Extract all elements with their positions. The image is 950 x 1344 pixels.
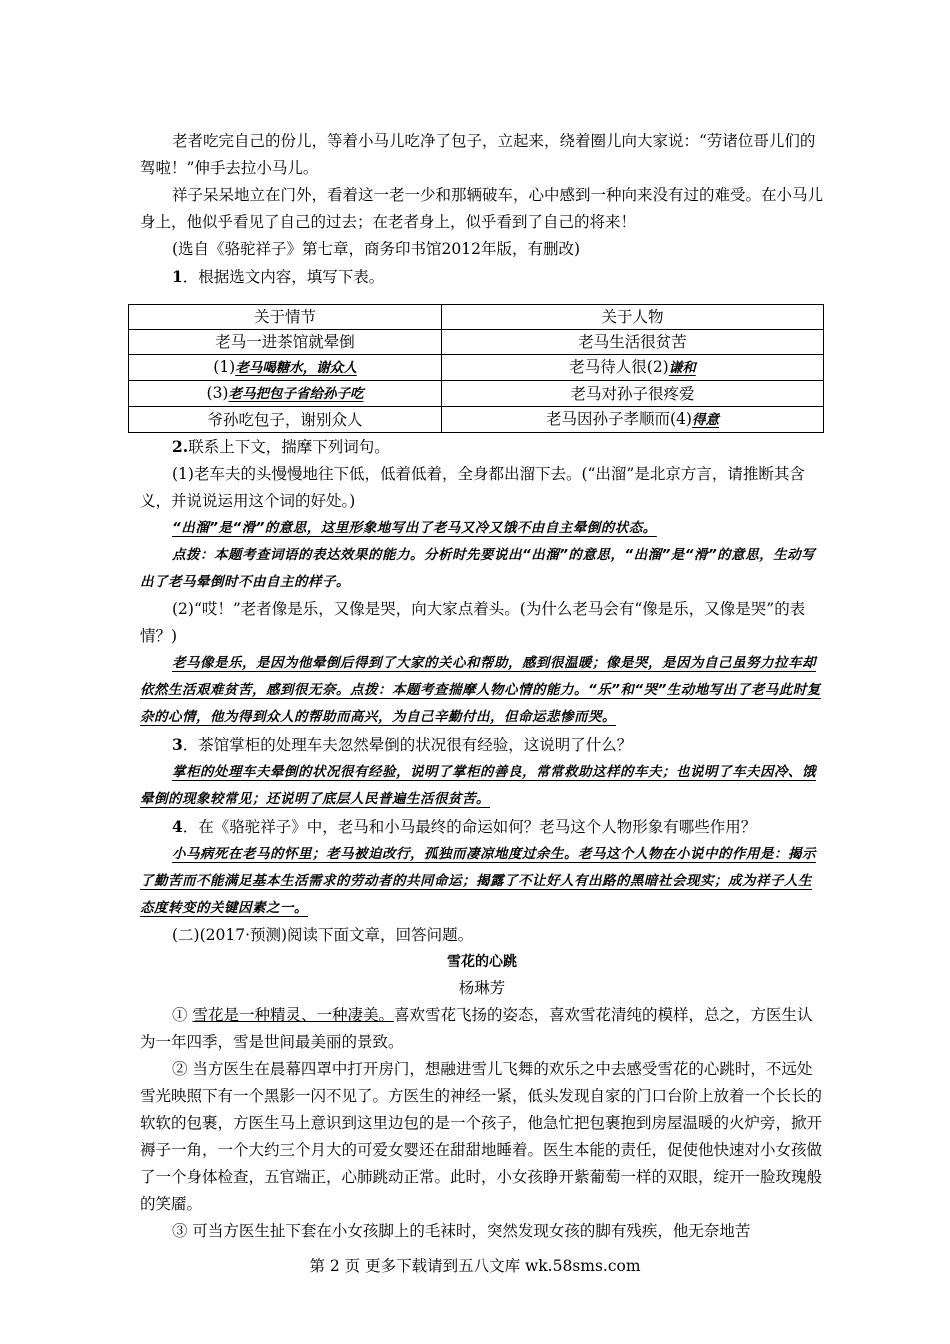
question-2-number: 2. (172, 437, 189, 456)
answer-text: 老马像是乐，是因为他晕倒后得到了大家的关心和帮助，感到很温暖；像是哭，是因为自己虽努力拉车却依然生活艰难贫苦，感到很无奈。点拨：本题考查揣摩人物心情的能力。“乐”和“哭”生动地写出了老马此时复杂的心情，他为得到众人的帮助而高兴，为自己辛勤付出，但命运悲惨而哭。 (140, 655, 821, 725)
question-1-number: 1 (172, 267, 183, 286)
page-footer: 第 2 页 更多下载请到五八文库 wk.58sms.com (309, 1257, 641, 1275)
paragraph-text: 喜欢雪花飞扬的姿态，喜欢雪花清纯的模样，总之，方医生认为一年四季，雪是世间最美丽的景致。 (140, 1006, 813, 1051)
table-cell (129, 381, 442, 407)
table-row (129, 381, 824, 407)
blank-label: (3) (206, 384, 229, 402)
handwritten-answer: 老马喝糖水，谢众人 (235, 360, 357, 376)
article-paragraph-3: ③ 可当方医生扯下套在小女孩脚上的毛袜时，突然发现女孩的脚有残疾，他无奈地苦 (172, 1222, 751, 1240)
answer-2-2 (140, 650, 824, 731)
table-cell: 老马对孙子很疼爱 (442, 381, 824, 407)
table-header-character: 关于人物 (442, 305, 824, 330)
answer-table (128, 304, 824, 433)
article-title: 雪花的心跳 (447, 954, 517, 970)
question-2-sub-1: (1)老车夫的头慢慢地往下低，低着低着，全身都出溜下去。(“出溜”是北京方言，请推断其含义，并说说运用这个词的好处。) (140, 465, 805, 510)
table-row (129, 330, 824, 355)
question-3 (140, 731, 824, 759)
answer-text: 小马病死在老马的怀里；老马被迫改行，孤独而凄凉地度过余生。老马这个人物在小说中的作用是：揭示了勤苦而不能满足基本生活需求的劳动者的共同命运；揭露了不让好人有出路的黑暗社会现实；成为祥子人生态度转变的关键因素之一。 (140, 846, 816, 916)
question-2-sub-2: (2)“哎！”老者像是乐，又像是哭，向大家点着头。(为什么老马会有“像是乐，又像是哭”的表情？) (140, 600, 806, 645)
blank-label: 老马因孙子孝顺而(4) (546, 410, 692, 428)
table-row (129, 407, 824, 433)
question-3-number: 3 (172, 735, 183, 754)
answer-2-1 (140, 515, 824, 542)
handwritten-answer: 得意 (691, 412, 719, 428)
content-column (140, 128, 824, 1245)
source-citation: (选自《骆驼祥子》第七章，商务印书馆2012年版，有删改) (172, 240, 581, 258)
article-paragraph-1 (140, 1002, 824, 1056)
table-row (129, 355, 824, 381)
tip-2-1: 点拨：本题考查词语的表达效果的能力。分析时先要说出“出溜”的意思，“出溜”是“滑”的意思，生动写出了老马晕倒时不由自主的样子。 (140, 547, 816, 590)
blank-label: (1) (213, 358, 236, 376)
section-2-heading: (二)(2017·预测)阅读下面文章，回答问题。 (172, 926, 474, 944)
table-cell (442, 407, 824, 433)
answer-text: 掌柜的处理车夫晕倒的状况很有经验，说明了掌柜的善良，常常救助这样的车夫；也说明了车夫因冷、饿晕倒的现象较常见；还说明了底层人民普遍生活很贫苦。 (140, 764, 816, 807)
table-cell: 爷孙吃包子，谢别众人 (129, 407, 442, 433)
answer-3 (140, 759, 824, 813)
article-author: 杨琳芳 (458, 979, 506, 997)
story-paragraph-2: 祥子呆呆地立在门外，看着这一老一少和那辆破车，心中感到一种向来没有过的难受。在小马儿身上，他似乎看见了自己的过去；在老者身上，似乎看到了自己的将来！ (140, 186, 824, 231)
handwritten-answer: 老马把包子省给孙子吃 (228, 386, 364, 402)
question-1-text: ．根据选文内容，填写下表。 (182, 268, 385, 286)
question-4-text: ．在《骆驼祥子》中，老马和小马最终的命运如何？老马这个人物形象有哪些作用？ (182, 818, 757, 836)
question-2 (140, 433, 824, 461)
table-header-row (129, 305, 824, 330)
question-3-text: ．茶馆掌柜的处理车夫忽然晕倒的状况很有经验，这说明了什么？ (182, 736, 633, 754)
question-2-text: 联系上下文，揣摩下列词句。 (188, 438, 390, 456)
table-cell (442, 355, 824, 381)
question-4-number: 4 (172, 817, 183, 836)
paragraph-number: ① (172, 1006, 188, 1024)
answer-4 (140, 841, 824, 922)
article-paragraph-2: ② 当方医生在晨幕四罩中打开房门，想融进雪儿飞舞的欢乐之中去感受雪花的心跳时，不远处雪光映照下有一个黑影一闪不见了。方医生的神经一紧，低头发现自家的门口台阶上放着一个长长的软软的包裹，方医生马上意识到这里边包的是一个孩子，他急忙把包裹抱到房屋温暖的火炉旁，掀开褥子一角，一个大约三个月大的可爱女婴还在甜甜地睡着。医生本能的责任，促使他快速对小女孩做了一个身体检查，五官端正，心肺跳动正常。此时，小女孩睁开紫葡萄一样的双眼，绽开一脸玫瑰般的笑靥。 (140, 1060, 823, 1213)
table-cell: 老马一进茶馆就晕倒 (129, 330, 442, 355)
answer-text: “出溜”是“滑”的意思，这里形象地写出了老马又冷又饿不由自主晕倒的状态。 (172, 520, 657, 536)
question-1 (140, 263, 824, 291)
table-cell: 老马生活很贫苦 (442, 330, 824, 355)
blank-label: 老马待人很(2) (569, 358, 669, 376)
table-cell (129, 355, 442, 381)
handwritten-answer: 谦和 (668, 360, 696, 376)
table-header-plot: 关于情节 (129, 305, 442, 330)
question-4 (140, 813, 824, 841)
underlined-sentence: 雪花是一种精灵、一种凄美。 (192, 1006, 394, 1024)
story-paragraph-1: 老者吃完自己的份儿，等着小马儿吃净了包子，立起来，绕着圈儿向大家说：“劳诸位哥儿们的驾啦！”伸手去拉小马儿。 (140, 132, 816, 177)
